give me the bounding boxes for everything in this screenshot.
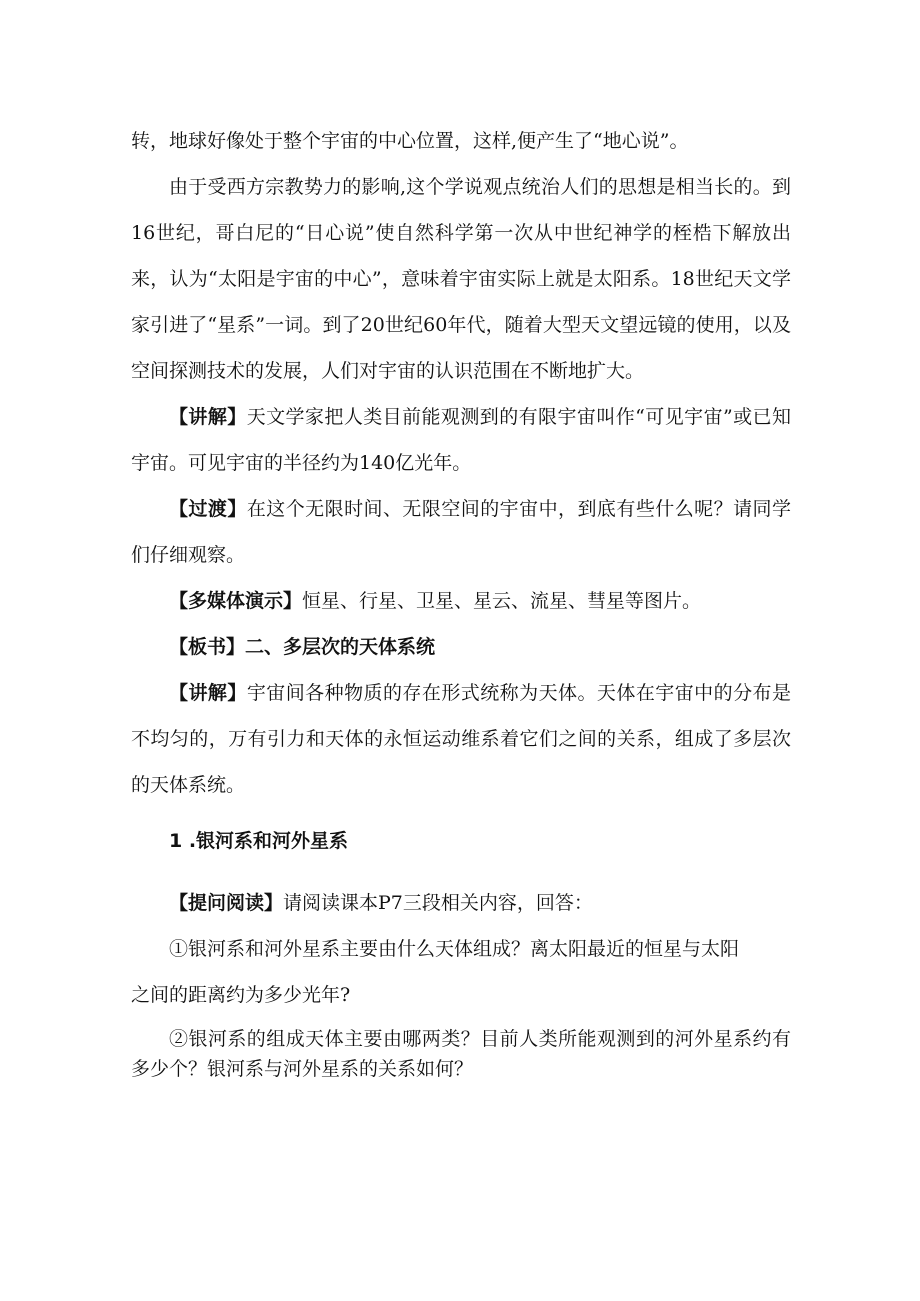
paragraph-geocentric: 转，地球好像处于整个宇宙的中心位置，这样,便产生了“地心说”。	[131, 130, 689, 152]
label-reading: 【提问阅读】	[169, 892, 284, 914]
paragraph-multimedia	[131, 578, 791, 624]
paragraph-celestial-system	[131, 670, 791, 808]
label-transition: 【过渡】	[169, 498, 247, 520]
paragraph-transition	[131, 486, 791, 578]
question-2: ②银河系的组成天体主要由哪两类？目前人类所能观测到的河外星系约有多少个？银河系与河外星系的关系如何？	[131, 1028, 791, 1080]
board-title: 【板书】二、多层次的天体系统	[169, 636, 436, 658]
paragraph-visible-universe	[131, 394, 791, 486]
paragraph-reading-question	[131, 880, 791, 926]
paragraph-history: 由于受西方宗教势力的影响,这个学说观点统治人们的思想是相当长的。到16世纪，哥白尼的“日心说”使自然科学第一次从中世纪神学的桎梏下解放出来，认为“太阳是宇宙的中心”，意味着宇宙实际上就是太阳系。18世纪天文学家引进了“星系”一词。到了20世纪60年代，随着大型天文望远镜的使用，以及空间探测技术的发展，人们对宇宙的认识范围在不断地扩大。	[131, 176, 791, 382]
document-body	[131, 118, 791, 1084]
paragraph-celestial-system-text: 宇宙间各种物质的存在形式统称为天体。天体在宇宙中的分布是不均匀的，万有引力和天体的永恒运动维系着它们之间的关系，组成了多层次的天体系统。	[131, 682, 791, 796]
section-heading-galaxy: 1 .银河系和河外星系	[169, 830, 349, 852]
question-1-line-1: ①银河系和河外星系主要由什么天体组成？离太阳最近的恒星与太阳	[169, 938, 740, 960]
label-explain-2: 【讲解】	[169, 682, 247, 704]
paragraph-transition-text: 在这个无限时间、无限空间的宇宙中，到底有些什么呢？请同学们仔细观察。	[131, 498, 791, 566]
question-1-line-2: 之间的距离约为多少光年?	[131, 984, 351, 1006]
label-multimedia: 【多媒体演示】	[169, 590, 303, 612]
paragraph-reading-question-text: 请阅读课本P7三段相关内容，回答：	[283, 892, 593, 914]
paragraph-multimedia-text: 恒星、行星、卫星、星云、流星、彗星等图片。	[302, 590, 702, 612]
label-explain: 【讲解】	[169, 406, 247, 428]
paragraph-visible-universe-text: 天文学家把人类目前能观测到的有限宇宙叫作“可见宇宙”或已知宇宙。可见宇宙的半径约为140亿光年。	[131, 406, 791, 474]
